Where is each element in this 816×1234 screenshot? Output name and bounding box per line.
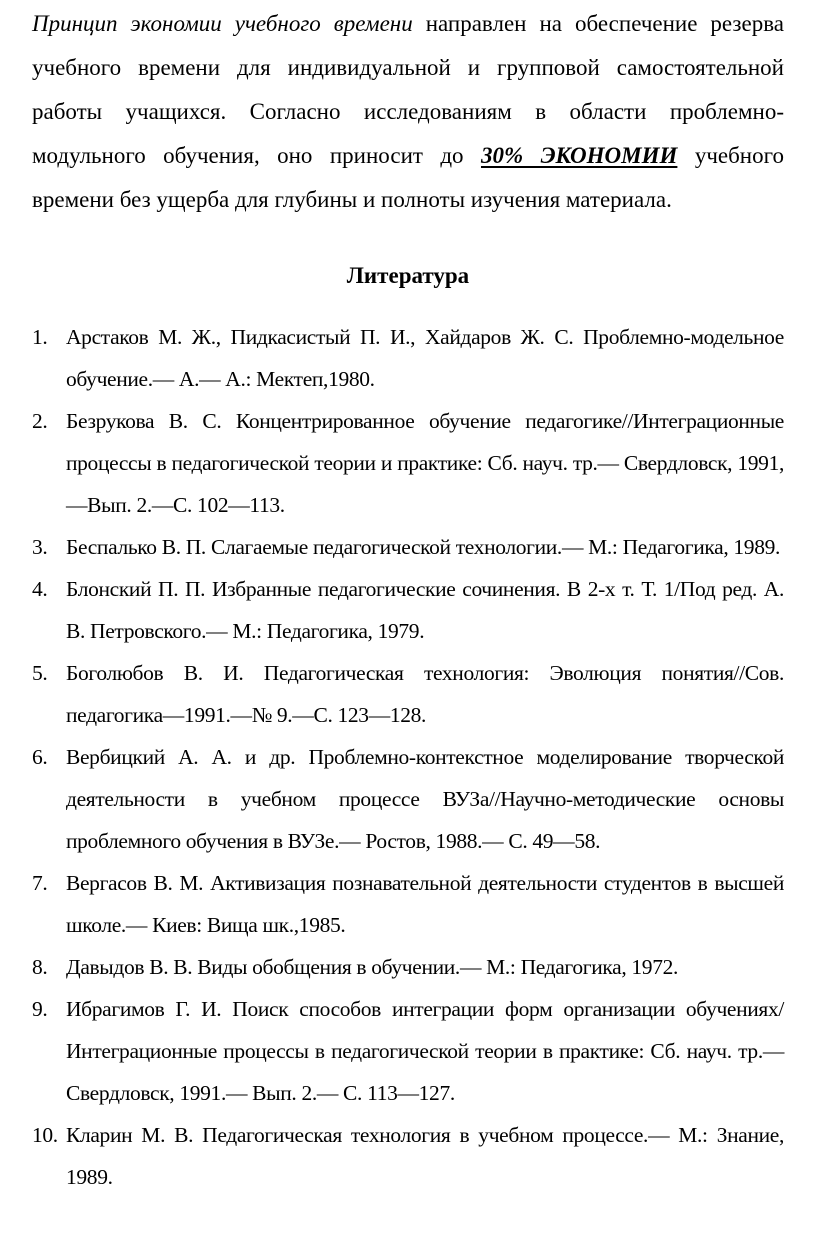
reference-list <box>32 316 784 1198</box>
intro-text-after: учебного времени без ущерба для глубины и полноты изучения материала. <box>32 143 784 212</box>
intro-text-before: направлен на обеспечение резерва учебного времени для индивидуальной и групповой самостоятельной работы учащихся. Согласно исследованиям в области проблемно-модульного обучения, оно приносит до <box>32 11 784 168</box>
section-heading: Литература <box>346 263 470 288</box>
reference-number: 10. <box>32 1123 58 1147</box>
reference-number: 8. <box>32 955 48 979</box>
reference-number: 5. <box>32 661 48 685</box>
reference-text: Давыдов В. В. Виды обобщения в обучении.— М.: Педагогика, 1972. <box>66 955 679 979</box>
reference-item <box>32 568 784 652</box>
reference-number: 4. <box>32 577 48 601</box>
reference-text: Ибрагимов Г. И. Поиск способов интеграции форм организации обучениях/Интеграционные процессы в педагогической теории в практике: Сб. науч. тр.— Свердловск, 1991.— Вып. 2.— С. 113—127. <box>66 997 784 1105</box>
reference-text: Безрукова В. С. Концентрированное обучение педагогике//Интеграционные процессы в педагогической теории и практике: Сб. науч. тр.— Свердловск, 1991,—Вып. 2.—С. 102—113. <box>66 409 784 517</box>
reference-item <box>32 526 784 568</box>
reference-item <box>32 862 784 946</box>
reference-number: 1. <box>32 325 48 349</box>
intro-paragraph <box>32 0 784 222</box>
reference-text: Блонский П. П. Избранные педагогические сочинения. В 2-х т. Т. 1/Под ред. А. В. Петровского.— М.: Педагогика, 1979. <box>66 577 784 643</box>
reference-text: Беспалько В. П. Слагаемые педагогической технологии.— М.: Педагогика, 1989. <box>66 535 781 559</box>
reference-text: Вербицкий А. А. и др. Проблемно-контекстное моделирование творческой деятельности в учебном процессе ВУЗа//Научно-методические основы проблемного обучения в ВУЗе.— Ростов, 1988.— С. 49—58. <box>66 745 784 853</box>
reference-number: 6. <box>32 745 48 769</box>
reference-text: Вергасов В. М. Активизация познавательной деятельности студентов в высшей школе.— Киев: Вища шк.,1985. <box>66 871 784 937</box>
reference-text: Арстаков М. Ж., Пидкасистый П. И., Хайдаров Ж. С. Проблемно-модельное обучение.— А.— А.: Мектеп,1980. <box>66 325 784 391</box>
reference-item <box>32 946 784 988</box>
reference-item <box>32 1114 784 1198</box>
reference-item <box>32 652 784 736</box>
document-page <box>32 0 784 1198</box>
reference-item <box>32 736 784 862</box>
reference-item <box>32 400 784 526</box>
reference-item <box>32 316 784 400</box>
reference-item <box>32 988 784 1114</box>
reference-number: 2. <box>32 409 48 433</box>
reference-text: Боголюбов В. И. Педагогическая технология: Эволюция понятия//Сов. педагогика—1991.—№ 9.—С. 123—128. <box>66 661 784 727</box>
reference-text: Кларин М. В. Педагогическая технология в учебном процессе.— М.: Знание, 1989. <box>66 1123 784 1189</box>
intro-lead: Принцип экономии учебного времени <box>32 11 413 36</box>
reference-number: 3. <box>32 535 48 559</box>
reference-number: 9. <box>32 997 48 1021</box>
reference-number: 7. <box>32 871 48 895</box>
intro-emphasis: 30% ЭКОНОМИИ <box>480 143 678 168</box>
